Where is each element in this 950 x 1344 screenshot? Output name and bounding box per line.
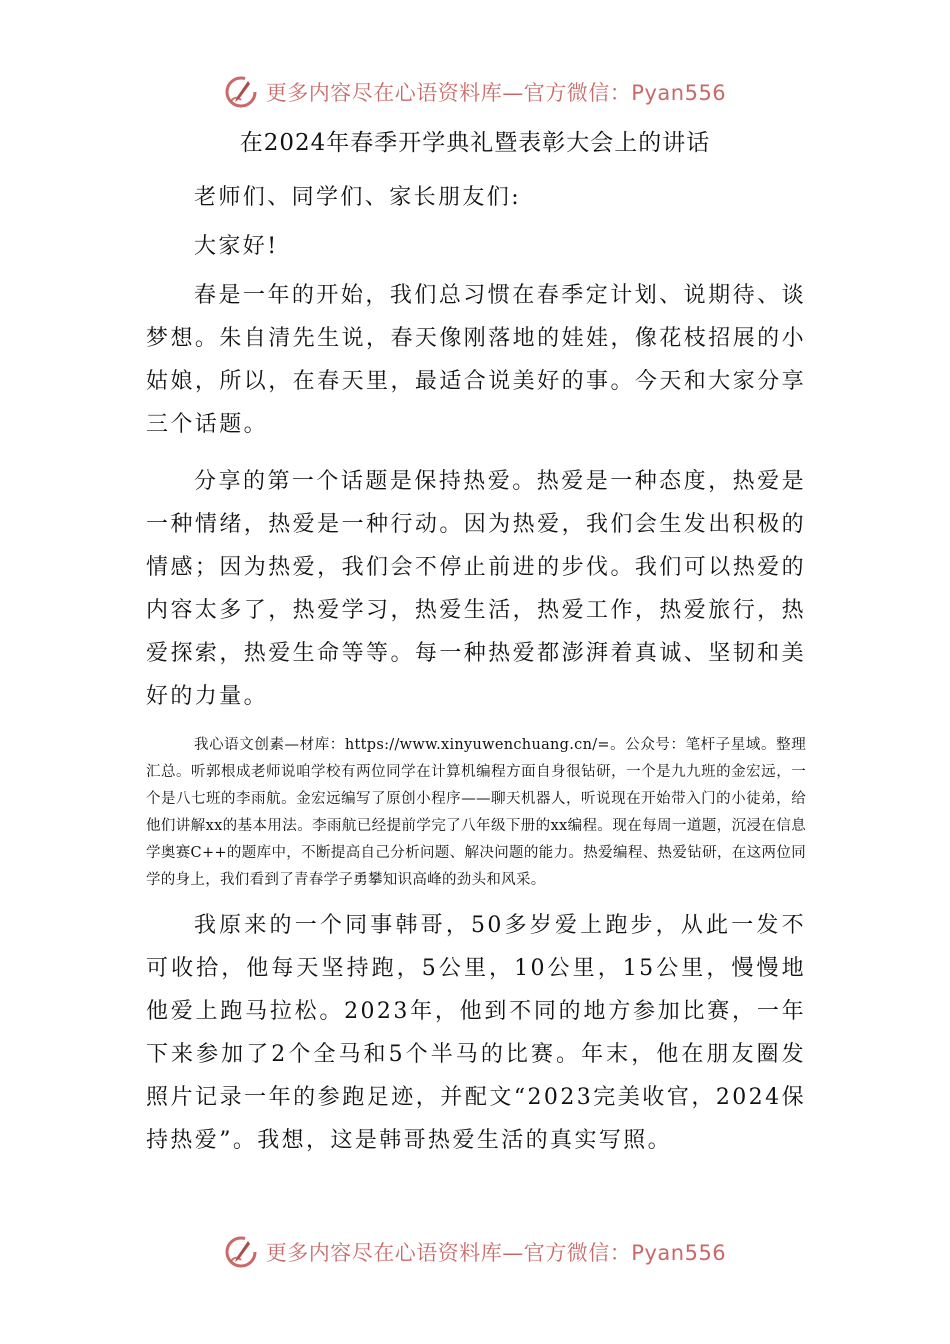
watermark-text: 更多内容尽在心语资料库—官方微信：Pyan556 xyxy=(265,1241,727,1265)
small-print-paragraph: 我心语文创素—材库：https://www.xinyuwenchuang.cn/=。公众号：笔杆子星域。整理汇总。听郭根成老师说咱学校有两位同学在计算机编程方面自身很钻研，一个是九九班的金宏远，一个是八七班的李雨航。金宏远编写了原创小程序——聊天机器人，听说现在开始带入门的小徒弟，给他们讲解xx的基本用法。李雨航已经提前学完了八年级下册的xx编程。现在每周一道题，沉浸在信息学奥赛C++的题库中，不断提高自己分析问题、解决问题的能力。热爱编程、热爱钻研，在这两位同学的身上，我们看到了青春学子勇攀知识高峰的劲头和风采。 xyxy=(146,737,806,888)
document-body xyxy=(146,176,806,1176)
pen-nib-logo-icon xyxy=(224,75,258,109)
paragraph: 我原来的一个同事韩哥，50多岁爱上跑步，从此一发不可收拾，他每天坚持跑，5公里，10公里，15公里，慢慢地他爱上跑马拉松。2023年，他到不同的地方参加比赛，一年下来参加了2个全马和5个半马的比赛。年末，他在朋友圈发照片记录一年的参跑足迹，并配文“2023完美收官，2024保持热爱”。我想，这是韩哥热爱生活的真实写照。 xyxy=(146,913,806,1153)
document-title: 在2024年春季开学典礼暨表彰大会上的讲话 xyxy=(239,130,711,156)
paragraph: 春是一年的开始，我们总习惯在春季定计划、说期待、谈梦想。朱自清先生说，春天像刚落地的娃娃，像花枝招展的小姑娘，所以，在春天里，最适合说美好的事。今天和大家分享三个话题。 xyxy=(146,283,806,437)
watermark-text: 更多内容尽在心语资料库—官方微信：Pyan556 xyxy=(265,81,727,105)
header-watermark-banner xyxy=(0,72,950,112)
paragraph: 分享的第一个话题是保持热爱。热爱是一种态度，热爱是一种情绪，热爱是一种行动。因为热爱，我们会生发出积极的情感；因为热爱，我们会不停止前进的步伐。我们可以热爱的内容太多了，热爱学习，热爱生活，热爱工作，热爱旅行，热爱探索，热爱生命等等。每一种热爱都澎湃着真诚、坚韧和美好的力量。 xyxy=(146,469,806,709)
greeting: 大家好! xyxy=(194,234,279,259)
salutation: 老师们、同学们、家长朋友们: xyxy=(194,185,522,210)
footer-watermark-banner xyxy=(0,1232,950,1272)
pen-nib-logo-icon xyxy=(224,1235,258,1269)
